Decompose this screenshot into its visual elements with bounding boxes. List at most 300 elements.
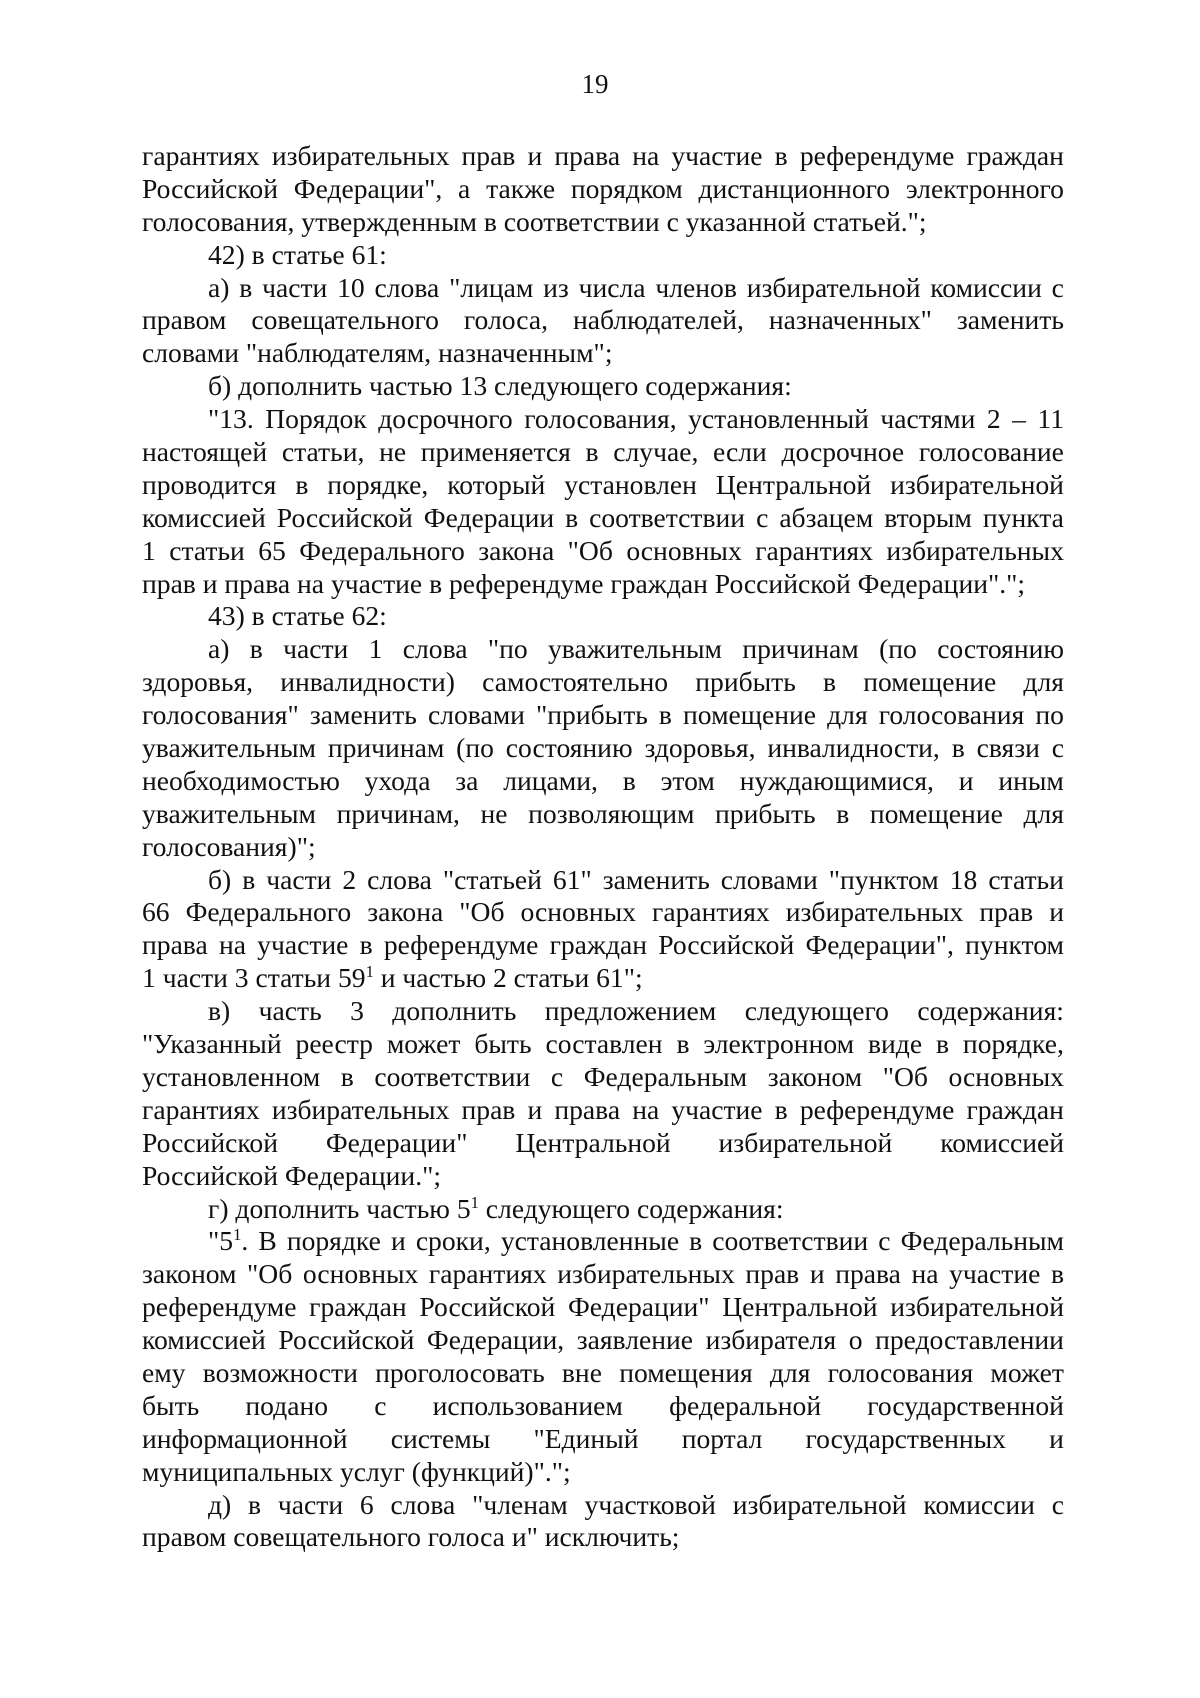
word: избирательных bbox=[271, 140, 450, 171]
word: предложением bbox=[544, 995, 717, 1027]
word: применяется bbox=[420, 436, 571, 468]
word: этом bbox=[660, 764, 715, 796]
word: в bbox=[248, 1488, 262, 1520]
word: "статьей bbox=[442, 863, 542, 895]
word: правом bbox=[142, 304, 227, 336]
text-line bbox=[142, 929, 1064, 962]
word: прав bbox=[979, 896, 1034, 928]
word: реестр bbox=[295, 1028, 373, 1060]
word: гарантиях bbox=[428, 1258, 547, 1290]
word: для bbox=[827, 699, 868, 731]
word: пункта bbox=[982, 501, 1064, 533]
word: части bbox=[283, 633, 349, 665]
word: комиссии bbox=[930, 271, 1042, 303]
word: установленные bbox=[500, 1225, 680, 1257]
word: в bbox=[239, 271, 253, 303]
text-line: б) дополнить частью 13 следующего содержания: bbox=[208, 370, 792, 402]
word: уважительным bbox=[142, 797, 316, 829]
word: для bbox=[1023, 666, 1064, 698]
word: соответствии bbox=[589, 501, 746, 533]
word: Федерации" bbox=[325, 1126, 468, 1158]
word: Порядок bbox=[265, 403, 367, 435]
word: заменить bbox=[602, 863, 710, 895]
word: граждан bbox=[966, 140, 1064, 171]
word: Федерации bbox=[423, 501, 555, 533]
word: "лицам bbox=[449, 271, 534, 303]
word: 1 bbox=[142, 534, 156, 566]
word: и bbox=[390, 1225, 406, 1257]
word: Федеральным bbox=[583, 1060, 748, 1092]
word: В bbox=[258, 1225, 277, 1257]
word: слова bbox=[367, 863, 432, 895]
word: пунктом bbox=[965, 929, 1064, 961]
word: помещение bbox=[863, 666, 997, 698]
word: избирательных bbox=[886, 534, 1064, 566]
word: причинам, bbox=[336, 797, 460, 829]
word: 2 bbox=[342, 863, 357, 895]
word: если bbox=[713, 436, 767, 468]
word: соответствии bbox=[712, 1225, 869, 1257]
word: виде bbox=[867, 1028, 923, 1060]
word: заменить bbox=[309, 699, 417, 731]
word: в bbox=[622, 764, 636, 796]
word: в bbox=[935, 1028, 950, 1060]
word: а) bbox=[208, 271, 230, 303]
word: слова bbox=[390, 1488, 456, 1520]
text-line bbox=[142, 436, 1064, 469]
word: на bbox=[911, 1258, 939, 1290]
word: референдуме bbox=[383, 929, 539, 961]
word: комиссии bbox=[923, 1488, 1035, 1520]
text-line bbox=[142, 1028, 1064, 1061]
word: на bbox=[632, 140, 660, 171]
word: граждан bbox=[549, 929, 648, 961]
text-line bbox=[142, 765, 1064, 798]
word: с bbox=[1051, 1488, 1064, 1520]
word: "по bbox=[487, 633, 528, 665]
word: досрочное bbox=[781, 436, 905, 468]
word: участковой bbox=[584, 1488, 716, 1520]
word: избирателя bbox=[705, 1324, 837, 1356]
word: референдуме bbox=[799, 1093, 955, 1125]
word: части bbox=[262, 271, 328, 303]
word: членов bbox=[655, 271, 737, 303]
text-line bbox=[142, 140, 1064, 173]
word: "Указанный bbox=[142, 1028, 282, 1060]
word: "Об bbox=[459, 896, 505, 928]
word: голоса, bbox=[463, 304, 548, 336]
word: за bbox=[455, 764, 479, 796]
text-line bbox=[142, 272, 1064, 305]
word: части bbox=[277, 1488, 344, 1520]
text-line: 1 части 3 статьи $59^1$ и частью 2 статьи 61"; bbox=[142, 962, 643, 994]
text-line: правом совещательного голоса и" исключить; bbox=[142, 1521, 680, 1553]
word: по bbox=[1035, 699, 1064, 731]
word: портал bbox=[681, 1422, 763, 1454]
text-line bbox=[142, 732, 1064, 765]
text-line bbox=[142, 502, 1064, 535]
word: права bbox=[554, 1093, 621, 1125]
word: случае, bbox=[613, 436, 699, 468]
word: граждан bbox=[309, 1291, 407, 1323]
word: избирательных bbox=[557, 1258, 735, 1290]
word: состоянию bbox=[937, 633, 1064, 665]
word: нуждающимися, bbox=[739, 764, 934, 796]
word: досрочного bbox=[378, 403, 513, 435]
word: граждан bbox=[966, 1093, 1064, 1125]
word: права bbox=[142, 929, 208, 961]
word: иным bbox=[998, 764, 1064, 796]
word: помещения bbox=[619, 1356, 753, 1388]
word: 61" bbox=[552, 863, 592, 895]
text-line bbox=[142, 403, 1064, 436]
word: права bbox=[835, 1258, 901, 1290]
word: статьи bbox=[169, 534, 245, 566]
word: на bbox=[632, 1093, 660, 1125]
word: инвалидности) bbox=[280, 666, 455, 698]
word: прибыть bbox=[695, 666, 796, 698]
text-line bbox=[142, 1357, 1064, 1390]
text-line bbox=[142, 699, 1064, 732]
word: в bbox=[565, 501, 579, 533]
text-line bbox=[142, 1489, 1064, 1522]
word: 1 bbox=[368, 633, 383, 665]
word: "Об bbox=[882, 1060, 928, 1092]
word: быть bbox=[142, 1389, 200, 1421]
word: законом bbox=[767, 1060, 863, 1092]
word: заменить bbox=[956, 304, 1064, 336]
word: 10 bbox=[337, 271, 365, 303]
word: проголосовать bbox=[375, 1356, 545, 1388]
text-line bbox=[142, 633, 1064, 666]
word: слова bbox=[374, 271, 440, 303]
word: прав bbox=[461, 1093, 516, 1125]
word: назначенных" bbox=[768, 304, 932, 336]
word: ухода bbox=[364, 764, 431, 796]
word: основных bbox=[520, 896, 636, 928]
word: "Об bbox=[247, 1258, 293, 1290]
word: с bbox=[1051, 732, 1064, 764]
word: который bbox=[447, 468, 546, 500]
word: лицами, bbox=[503, 764, 598, 796]
word: 66 bbox=[142, 896, 170, 928]
word: в bbox=[249, 633, 263, 665]
word: Российской bbox=[142, 172, 278, 204]
word: избирательных bbox=[271, 1093, 450, 1125]
word: прав bbox=[461, 140, 516, 171]
word: помещение bbox=[869, 797, 1003, 829]
word: гарантиях bbox=[142, 140, 260, 171]
word: следующего bbox=[744, 995, 889, 1027]
word: гарантиях bbox=[142, 1093, 260, 1125]
word: 6 bbox=[359, 1488, 374, 1520]
word: подано bbox=[245, 1389, 329, 1421]
word: использованием bbox=[432, 1389, 623, 1421]
word: 18 bbox=[949, 863, 978, 895]
word: государственной bbox=[867, 1389, 1064, 1421]
word: порядке bbox=[286, 1225, 381, 1257]
text-line bbox=[142, 864, 1064, 897]
word: голосования bbox=[878, 699, 1025, 731]
word: содержания: bbox=[917, 995, 1064, 1027]
word: состоянию bbox=[505, 732, 633, 764]
word: и bbox=[1049, 896, 1064, 928]
word: 11 bbox=[1037, 403, 1064, 435]
word: порядке, bbox=[327, 468, 429, 500]
text-line: словами "наблюдателям, назначенным"; bbox=[142, 337, 613, 369]
word: порядком bbox=[570, 172, 683, 204]
word: порядке, bbox=[962, 1028, 1064, 1060]
text-line bbox=[142, 1291, 1064, 1324]
word: Российской bbox=[142, 1126, 278, 1158]
word: может bbox=[990, 1356, 1064, 1388]
word: "13. bbox=[208, 403, 254, 435]
word: основных bbox=[948, 1060, 1064, 1092]
word: "пунктом bbox=[828, 863, 939, 895]
word: Российской bbox=[419, 1291, 556, 1323]
word: статьи bbox=[988, 863, 1064, 895]
word: участие bbox=[671, 1093, 763, 1125]
word: не bbox=[379, 436, 407, 468]
word: системы bbox=[390, 1422, 491, 1454]
word: комиссией bbox=[142, 1324, 266, 1356]
word: быть bbox=[474, 1028, 532, 1060]
text-line bbox=[142, 798, 1064, 831]
word: словами bbox=[427, 699, 525, 731]
word: права bbox=[554, 140, 621, 171]
word: ему bbox=[142, 1356, 186, 1388]
document-body-text bbox=[142, 140, 1064, 1554]
text-line bbox=[142, 896, 1064, 929]
word: "членам bbox=[472, 1488, 568, 1520]
word: и bbox=[809, 1258, 825, 1290]
text-line bbox=[142, 995, 1064, 1028]
word: Российской bbox=[278, 1324, 415, 1356]
text-line bbox=[142, 535, 1064, 568]
word: числа bbox=[578, 271, 646, 303]
word: настоящей bbox=[142, 436, 268, 468]
word: основных bbox=[626, 534, 742, 566]
word: дистанционного bbox=[698, 172, 891, 204]
word: референдуме bbox=[799, 140, 955, 171]
word: голосования" bbox=[142, 699, 299, 731]
word: в bbox=[774, 140, 788, 171]
word: электронном bbox=[703, 1028, 855, 1060]
word: законом bbox=[142, 1258, 237, 1290]
word: абзацем bbox=[779, 501, 874, 533]
word: Центральной bbox=[715, 468, 872, 500]
text-line bbox=[142, 1423, 1064, 1456]
word: Федерации", bbox=[805, 929, 954, 961]
word: в bbox=[689, 1225, 703, 1257]
word: и bbox=[1049, 1422, 1064, 1454]
text-line bbox=[142, 1127, 1064, 1160]
word: "$5^1$. bbox=[208, 1225, 249, 1257]
word: с bbox=[1051, 271, 1064, 303]
text-line bbox=[142, 666, 1064, 699]
word: не bbox=[480, 797, 508, 829]
word: словами bbox=[720, 863, 818, 895]
word: причинам bbox=[327, 732, 445, 764]
word: избирательной bbox=[718, 1126, 893, 1158]
word: в bbox=[359, 929, 373, 961]
word: для bbox=[769, 1356, 811, 1388]
word: с bbox=[878, 1225, 891, 1257]
word: с bbox=[374, 1389, 387, 1421]
word: составлен bbox=[545, 1028, 663, 1060]
word: может bbox=[386, 1028, 461, 1060]
word: голосование bbox=[918, 436, 1064, 468]
word: д) bbox=[208, 1488, 232, 1520]
word: установлен bbox=[564, 468, 697, 500]
word: часть bbox=[258, 995, 322, 1027]
word: Федерации, bbox=[426, 1324, 565, 1356]
word: уважительным bbox=[142, 732, 316, 764]
word: комиссией bbox=[940, 1126, 1064, 1158]
word: в bbox=[774, 1093, 788, 1125]
word: закона bbox=[367, 896, 444, 928]
word: комиссией bbox=[142, 501, 266, 533]
word: установленном bbox=[142, 1060, 321, 1092]
word: информационной bbox=[142, 1422, 348, 1454]
word: вторым bbox=[884, 501, 972, 533]
word: в bbox=[676, 1028, 690, 1060]
text-line bbox=[142, 173, 1064, 206]
word: избирательной bbox=[746, 271, 921, 303]
word: голосования, bbox=[524, 403, 677, 435]
word: а) bbox=[208, 633, 230, 665]
word: прибыть bbox=[715, 797, 816, 829]
word: необходимостью bbox=[142, 764, 340, 796]
word: в bbox=[836, 797, 850, 829]
word: гарантиях bbox=[755, 534, 873, 566]
word: в bbox=[658, 699, 672, 731]
word: в bbox=[340, 1060, 354, 1092]
text-line: 42) в статье 61: bbox=[208, 238, 387, 270]
word: в bbox=[823, 666, 837, 698]
word: наблюдателей, bbox=[572, 304, 744, 336]
word: из bbox=[543, 271, 569, 303]
word: и bbox=[527, 1093, 543, 1125]
word: 2 bbox=[986, 403, 1001, 435]
text-line: Российской Федерации."; bbox=[142, 1159, 442, 1191]
word: слова bbox=[402, 633, 468, 665]
text-line bbox=[142, 1390, 1064, 1423]
word: гарантиях bbox=[652, 896, 770, 928]
word: б) bbox=[208, 863, 232, 895]
text-line: голосования, утвержденным в соответствии с указанной статьей."; bbox=[142, 205, 927, 237]
word: предоставлении bbox=[875, 1324, 1064, 1356]
word: федеральной bbox=[669, 1389, 822, 1421]
word: частями bbox=[880, 403, 976, 435]
word: в bbox=[585, 436, 599, 468]
word: закона bbox=[478, 534, 555, 566]
word: в bbox=[295, 468, 309, 500]
text-line bbox=[142, 1061, 1064, 1094]
text-line bbox=[142, 1258, 1064, 1291]
word: установленный bbox=[688, 403, 869, 435]
word: причинам bbox=[742, 633, 859, 665]
word: избирательной bbox=[890, 468, 1064, 500]
word: в bbox=[242, 863, 256, 895]
word: электронного bbox=[905, 172, 1064, 204]
text-line bbox=[142, 304, 1064, 337]
word: совещательного bbox=[251, 304, 439, 336]
word: соответствии bbox=[374, 1060, 531, 1092]
word: участие bbox=[671, 140, 763, 171]
word: "Единый bbox=[533, 1422, 639, 1454]
word: с bbox=[756, 501, 769, 533]
word: "прибыть bbox=[536, 699, 648, 731]
word: избирательной bbox=[732, 1488, 907, 1520]
word: и bbox=[958, 764, 974, 796]
text-line: 43) в статье 62: bbox=[208, 600, 387, 632]
word: избирательных bbox=[785, 896, 964, 928]
word: уважительным bbox=[548, 633, 722, 665]
text-line: голосования)"; bbox=[142, 830, 316, 862]
text-line bbox=[142, 1094, 1064, 1127]
word: Российской bbox=[658, 929, 795, 961]
page-number: 19 bbox=[581, 69, 609, 99]
word: Федерации" bbox=[567, 1291, 710, 1323]
word: Центральной bbox=[515, 1126, 671, 1158]
word: участие bbox=[257, 929, 349, 961]
word: вне bbox=[561, 1356, 602, 1388]
word: (по bbox=[456, 732, 494, 764]
word: проводится bbox=[142, 468, 277, 500]
word: заявление bbox=[576, 1324, 693, 1356]
word: Федерального bbox=[299, 534, 465, 566]
word: статьи, bbox=[281, 436, 365, 468]
word: здоровья, bbox=[644, 732, 756, 764]
word: Центральной bbox=[722, 1291, 878, 1323]
word: на bbox=[218, 929, 246, 961]
word: дополнить bbox=[392, 995, 517, 1027]
word: о bbox=[848, 1324, 863, 1356]
word: Российской bbox=[276, 501, 413, 533]
word: (по bbox=[879, 633, 917, 665]
word: сроки, bbox=[415, 1225, 491, 1257]
word: части bbox=[266, 863, 332, 895]
word: участие bbox=[949, 1258, 1041, 1290]
word: в bbox=[1050, 1258, 1064, 1290]
word: здоровья, bbox=[142, 666, 254, 698]
text-line: г) дополнить частью $5^1$ следующего содержания: bbox=[208, 1192, 784, 1224]
word: также bbox=[486, 172, 556, 204]
word: а bbox=[458, 172, 471, 204]
word: в bbox=[951, 732, 965, 764]
word: Федерального bbox=[185, 896, 352, 928]
word: самостоятельно bbox=[482, 666, 669, 698]
text-line bbox=[142, 1225, 1064, 1258]
word: связи bbox=[976, 732, 1040, 764]
word: Федеральным bbox=[900, 1225, 1064, 1257]
word: голосования bbox=[827, 1356, 974, 1388]
word: избирательной bbox=[890, 1291, 1064, 1323]
word: инвалидности, bbox=[767, 732, 940, 764]
word: для bbox=[1023, 797, 1064, 829]
word: 3 bbox=[350, 995, 364, 1027]
text-line: прав и права на участие в референдуме граждан Российской Федерации"."; bbox=[142, 567, 1026, 599]
word: основных bbox=[302, 1258, 419, 1290]
word: Федерации", bbox=[293, 172, 443, 204]
text-line: муниципальных услуг (функций)"."; bbox=[142, 1455, 571, 1487]
word: возможности bbox=[202, 1356, 358, 1388]
word: 65 bbox=[258, 534, 286, 566]
word: прав bbox=[745, 1258, 800, 1290]
word: и bbox=[527, 140, 543, 171]
word: помещение bbox=[683, 699, 817, 731]
